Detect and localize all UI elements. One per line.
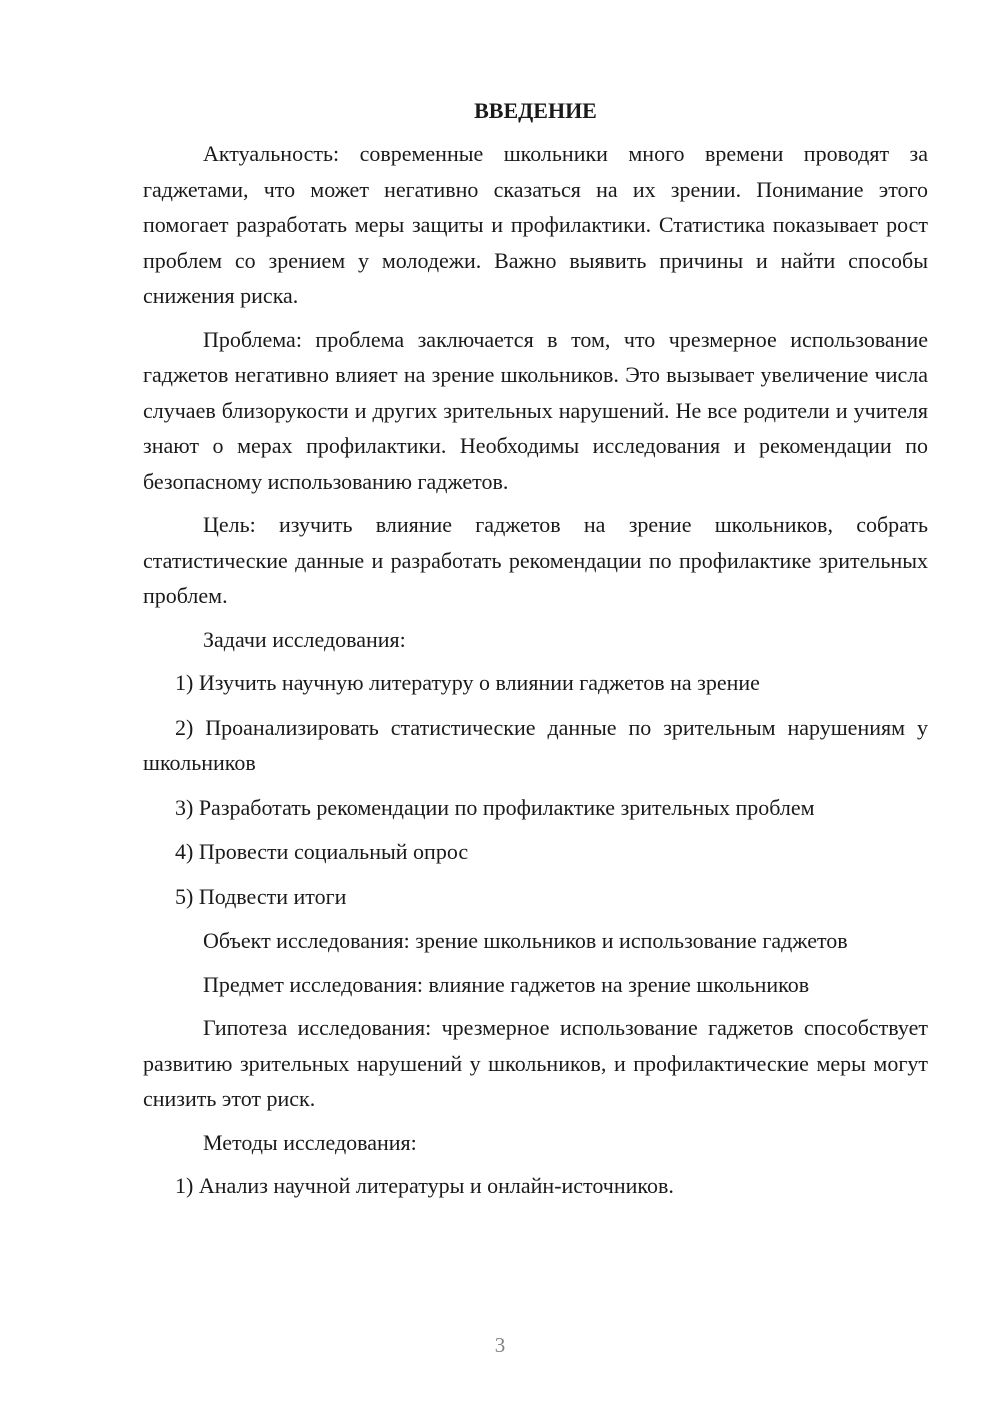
document-page bbox=[143, 96, 928, 1213]
task-item-3: 3) Разработать рекомендации по профилактике зрительных проблем bbox=[175, 794, 815, 820]
method-item-1: 1) Анализ научной литературы и онлайн-источников. bbox=[175, 1173, 674, 1198]
paragraph-object: Объект исследования: зрение школьников и использование гаджетов bbox=[203, 928, 848, 953]
task-item-4: 4) Провести социальный опрос bbox=[175, 839, 469, 864]
document-title: ВВЕДЕНИЕ bbox=[474, 98, 597, 123]
paragraph-relevance: Актуальность: современные школьники много времени проводят за гаджетами, что может негативно сказаться на их зрении. Понимание этого помогает разработать меры защиты и профилактики. Статистика показывает рост проблем со зрением у молодежи. Важно выявить причины и найти способы снижения риска. bbox=[143, 141, 928, 308]
tasks-heading: Задачи исследования: bbox=[203, 626, 406, 652]
task-item-1: 1) Изучить научную литературу о влиянии гаджетов на зрение bbox=[175, 670, 760, 695]
paragraph-problem: Проблема: проблема заключается в том, что чрезмерное использование гаджетов негативно влияет на зрение школьников. Это вызывает увеличение числа случаев близорукости и других зрительных нарушений. Не все родители и учителя знают о мерах профилактики. Необходимы исследования и рекомендации по безопасному использованию гаджетов. bbox=[143, 326, 928, 494]
paragraph-hypothesis: Гипотеза исследования: чрезмерное использование гаджетов способствует развитию зрительных нарушений у школьников, и профилактические меры могут снизить этот риск. bbox=[143, 1015, 928, 1111]
paragraph-goal: Цель: изучить влияние гаджетов на зрение школьников, собрать статистические данные и разработать рекомендации по профилактике зрительных проблем. bbox=[143, 512, 928, 608]
methods-heading: Методы исследования: bbox=[203, 1129, 417, 1155]
paragraph-subject: Предмет исследования: влияние гаджетов на зрение школьников bbox=[203, 971, 810, 997]
task-item-5: 5) Подвести итоги bbox=[175, 883, 347, 909]
page-number: 3 bbox=[494, 1333, 506, 1357]
task-item-2: 2) Проанализировать статистические данные по зрительным нарушениям у школьников bbox=[143, 714, 928, 775]
